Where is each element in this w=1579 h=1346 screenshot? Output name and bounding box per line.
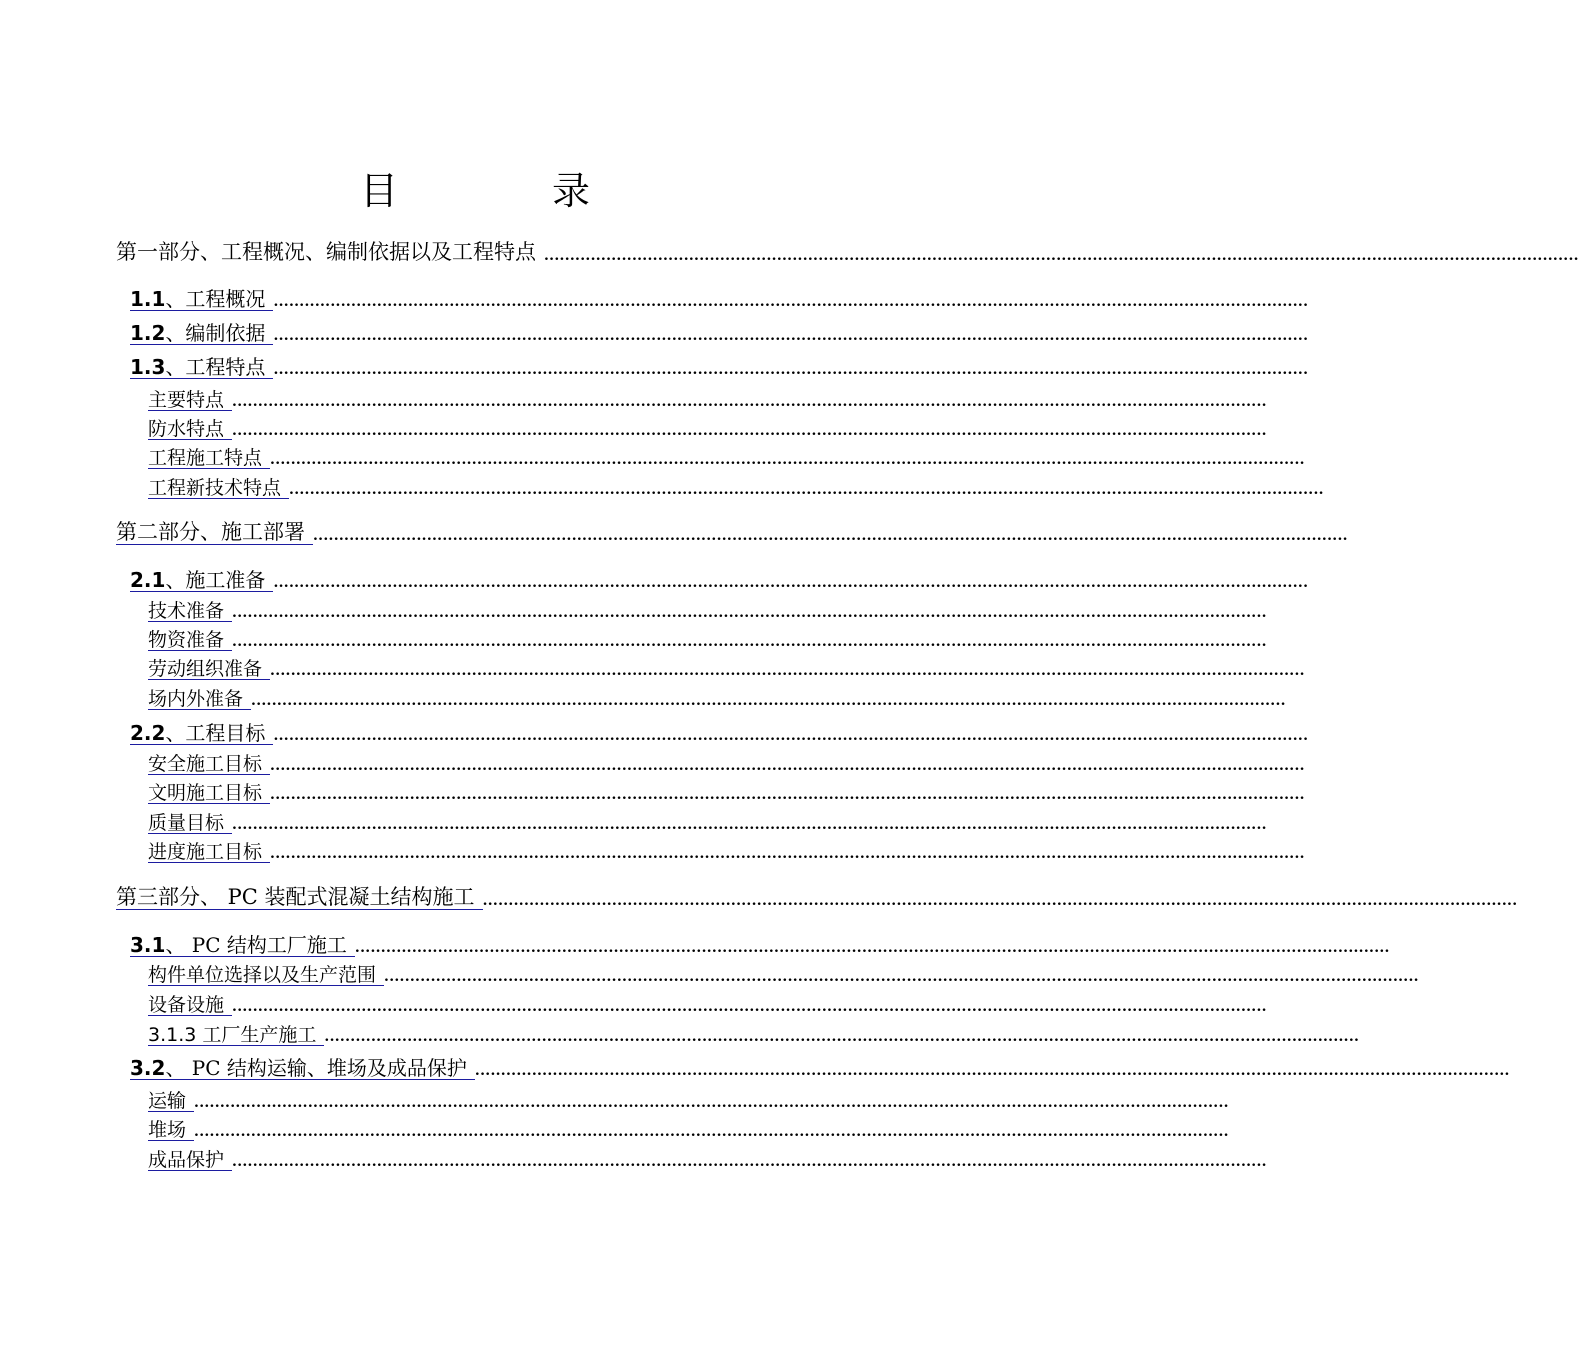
toc-entry-label[interactable] xyxy=(148,414,232,441)
toc-entry-number: 1.1 xyxy=(130,287,166,311)
toc-entry-text: 场内外准备 xyxy=(148,688,244,710)
toc-entry-text: 、工程目标 xyxy=(165,721,266,745)
toc-entry-number: 3.2 xyxy=(130,1056,166,1080)
toc-entry[interactable] xyxy=(148,1085,1229,1113)
toc-leader-dots: ........................................................................................................................................................................................................ xyxy=(313,528,1348,544)
toc-leader-dots: ........................................................................................................................................................................................................ xyxy=(273,362,1309,378)
toc-entry-label[interactable] xyxy=(130,317,273,346)
toc-entry-label[interactable] xyxy=(148,443,270,470)
toc-entry-label[interactable] xyxy=(148,473,289,500)
toc-entry-text: 堆场 xyxy=(148,1119,187,1141)
toc-leader-dots: ........................................................................................................................................................................................................ xyxy=(194,1095,1229,1111)
toc-entry-label[interactable] xyxy=(148,1145,232,1172)
toc-entry[interactable] xyxy=(130,1053,1510,1081)
toc-entry-number: 3.1.3 xyxy=(148,1024,197,1046)
toc-entry[interactable] xyxy=(148,472,1324,500)
toc-entry-number: 2.1 xyxy=(130,568,166,592)
toc-entry-text: 、 PC 结构运输、堆场及成品保护 xyxy=(165,1056,467,1080)
toc-entry-text: 安全施工目标 xyxy=(148,753,263,775)
toc-leader-dots: ........................................................................................................................................................................................................ xyxy=(251,693,1286,709)
toc-entry-label[interactable] xyxy=(130,351,273,380)
toc-entry-text: 工程施工特点 xyxy=(148,447,263,469)
toc-entry[interactable] xyxy=(148,624,1267,652)
toc-entry[interactable] xyxy=(148,683,1286,711)
toc-entry-label[interactable] xyxy=(148,385,232,412)
toc-entry-text: 进度施工目标 xyxy=(148,841,263,863)
toc-entry-label[interactable] xyxy=(148,778,270,805)
toc-entry[interactable] xyxy=(130,352,1309,380)
toc-entry-text: 设备设施 xyxy=(148,994,225,1016)
toc-leader-dots: ........................................................................................................................................................................................................ xyxy=(544,248,1579,264)
toc-entry-text: 第三部分、 PC 装配式混凝土结构施工 xyxy=(116,885,475,909)
toc-entry[interactable] xyxy=(130,318,1309,346)
toc-entry-text: 第二部分、施工部署 xyxy=(116,520,305,544)
toc-entry[interactable] xyxy=(148,1114,1229,1142)
toc-entry[interactable] xyxy=(130,930,1390,958)
toc-entry[interactable] xyxy=(116,518,1348,546)
toc-leader-dots: ........................................................................................................................................................................................................ xyxy=(232,394,1267,410)
toc-leader-dots: ........................................................................................................................................................................................................ xyxy=(289,482,1324,498)
toc-leader-dots: ........................................................................................................................................................................................................ xyxy=(270,758,1305,774)
toc-entry-text: 、工程概况 xyxy=(165,287,266,311)
toc-entry-label[interactable] xyxy=(148,749,270,776)
toc-entry[interactable] xyxy=(130,565,1309,593)
toc-entry-label[interactable] xyxy=(130,717,273,746)
toc-entry-label[interactable] xyxy=(130,283,273,312)
toc-leader-dots: ........................................................................................................................................................................................................ xyxy=(232,999,1267,1015)
toc-leader-dots: ........................................................................................................................................................................................................ xyxy=(232,423,1267,439)
toc-leader-dots: ........................................................................................................................................................................................................ xyxy=(273,728,1309,744)
toc-entry-label[interactable] xyxy=(148,1115,194,1142)
toc-leader-dots: ........................................................................................................................................................................................................ xyxy=(273,328,1309,344)
toc-leader-dots: ........................................................................................................................................................................................................ xyxy=(270,846,1305,862)
toc-entry-text: 防水特点 xyxy=(148,418,225,440)
toc-entry-text: 工厂生产施工 xyxy=(196,1024,317,1046)
toc-entry-text: 技术准备 xyxy=(148,600,225,622)
toc-entry-text: 构件单位选择以及生产范围 xyxy=(148,964,377,986)
toc-entry-text: 、工程特点 xyxy=(165,355,266,379)
toc-entry[interactable] xyxy=(148,1019,1360,1047)
toc-entry-label[interactable] xyxy=(148,596,232,623)
toc-entry[interactable] xyxy=(148,959,1419,987)
toc-entry-label[interactable] xyxy=(148,1020,324,1047)
toc-leader-dots: ........................................................................................................................................................................................................ xyxy=(474,1063,1510,1079)
toc-entry-text: 第一部分、工程概况、编制依据以及工程特点 xyxy=(116,240,536,264)
toc-entry-text: 劳动组织准备 xyxy=(148,658,263,680)
toc-entry-label[interactable] xyxy=(116,881,483,911)
toc-entry-label[interactable] xyxy=(148,808,232,835)
toc-entry[interactable] xyxy=(148,595,1267,623)
toc-entry-label[interactable] xyxy=(148,990,232,1017)
toc-leader-dots: ........................................................................................................................................................................................................ xyxy=(273,575,1309,591)
toc-leader-dots: ........................................................................................................................................................................................................ xyxy=(270,787,1305,803)
toc-entry-text: 文明施工目标 xyxy=(148,782,263,804)
toc-entry-label[interactable] xyxy=(116,236,544,266)
toc-leader-dots: ........................................................................................................................................................................................................ xyxy=(270,663,1305,679)
toc-entry-text: 、编制依据 xyxy=(165,321,266,345)
toc-entry-label[interactable] xyxy=(130,564,273,593)
toc-entry[interactable] xyxy=(148,807,1267,835)
toc-entry[interactable] xyxy=(116,883,1518,911)
toc-entry-label[interactable] xyxy=(148,684,251,711)
toc-entry[interactable] xyxy=(148,748,1305,776)
toc-entry-label[interactable] xyxy=(148,1086,194,1113)
toc-leader-dots: ........................................................................................................................................................................................................ xyxy=(354,940,1390,956)
toc-entry-text: 物资准备 xyxy=(148,629,225,651)
toc-leader-dots: ........................................................................................................................................................................................................ xyxy=(273,294,1309,310)
toc-entry[interactable] xyxy=(148,836,1305,864)
toc-entry-number: 2.2 xyxy=(130,721,166,745)
toc-entry-label[interactable] xyxy=(130,929,355,958)
toc-entry-label[interactable] xyxy=(148,837,270,864)
toc-entry-number: 3.1 xyxy=(130,933,166,957)
toc-entry-number: 1.3 xyxy=(130,355,166,379)
toc-entry[interactable] xyxy=(116,238,1579,266)
toc-entry-label[interactable] xyxy=(116,516,313,546)
toc-leader-dots: ........................................................................................................................................................................................................ xyxy=(232,1154,1267,1170)
toc-leader-dots: ........................................................................................................................................................................................................ xyxy=(194,1124,1229,1140)
toc-title: 目 录 xyxy=(359,169,648,213)
toc-entry[interactable] xyxy=(148,1144,1267,1172)
toc-leader-dots: ........................................................................................................................................................................................................ xyxy=(384,969,1419,985)
toc-entry-label[interactable] xyxy=(130,1052,475,1081)
toc-entry-text: 、施工准备 xyxy=(165,568,266,592)
toc-leader-dots: ........................................................................................................................................................................................................ xyxy=(270,452,1305,468)
toc-entry-text: 工程新技术特点 xyxy=(148,477,282,499)
toc-entry[interactable] xyxy=(148,442,1305,470)
toc-entry[interactable] xyxy=(148,777,1305,805)
toc-entry-text: 运输 xyxy=(148,1090,187,1112)
toc-entry-number: 1.2 xyxy=(130,321,166,345)
toc-entry-text: 成品保护 xyxy=(148,1149,225,1171)
toc-entry-text: 质量目标 xyxy=(148,812,225,834)
toc-leader-dots: ........................................................................................................................................................................................................ xyxy=(232,817,1267,833)
toc-entry[interactable] xyxy=(148,989,1267,1017)
toc-entry[interactable] xyxy=(130,718,1309,746)
toc-entry[interactable] xyxy=(148,384,1267,412)
toc-entry-text: 、 PC 结构工厂施工 xyxy=(165,933,347,957)
toc-entry-text: 主要特点 xyxy=(148,389,225,411)
toc-entry[interactable] xyxy=(148,653,1305,681)
toc-leader-dots: ........................................................................................................................................................................................................ xyxy=(482,893,1518,909)
toc-leader-dots: ........................................................................................................................................................................................................ xyxy=(232,634,1267,650)
toc-entry-label[interactable] xyxy=(148,625,232,652)
toc-entry-label[interactable] xyxy=(148,654,270,681)
toc-leader-dots: ........................................................................................................................................................................................................ xyxy=(324,1029,1360,1045)
toc-leader-dots: ........................................................................................................................................................................................................ xyxy=(232,605,1267,621)
toc-entry[interactable] xyxy=(130,284,1309,312)
toc-entry-label[interactable] xyxy=(148,960,384,987)
toc-entry[interactable] xyxy=(148,413,1267,441)
